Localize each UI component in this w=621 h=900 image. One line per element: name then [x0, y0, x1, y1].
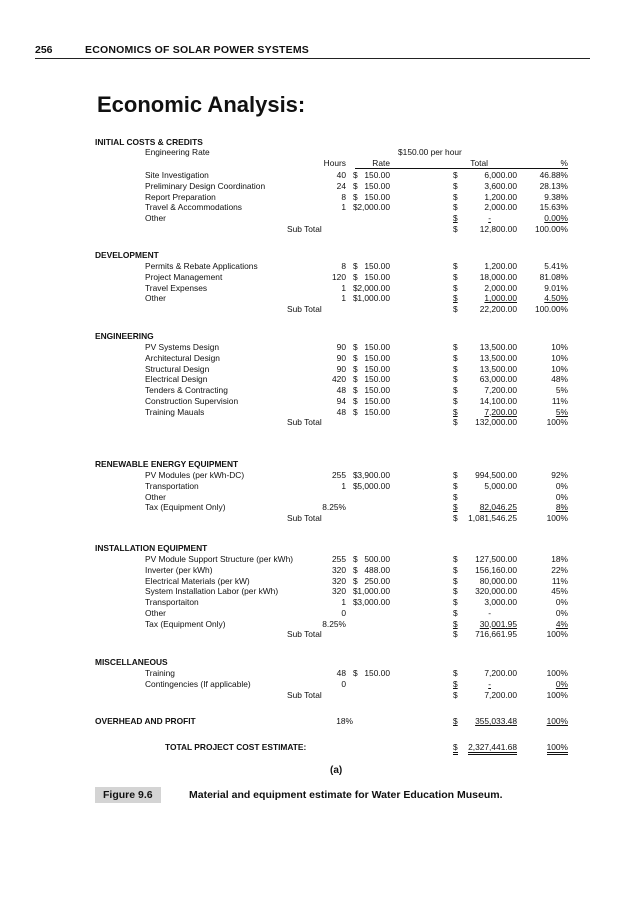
line-item-percent: 81.08%	[539, 271, 568, 282]
line-item-rate: 3,900.00	[357, 470, 390, 480]
line-item-rate: 2,000.00	[357, 282, 390, 293]
line-item-row	[0, 502, 621, 513]
currency-symbol: $	[353, 597, 358, 607]
line-item-hours: 420	[332, 374, 346, 385]
currency-symbol: $	[453, 586, 458, 597]
line-item-percent: 22%	[551, 564, 568, 575]
currency-symbol: $	[453, 716, 458, 726]
line-item-hours: 1	[341, 293, 346, 304]
currency-symbol: $	[453, 618, 458, 629]
currency-symbol: $	[453, 597, 458, 607]
subtotal-total: 716,661.95	[475, 629, 517, 640]
line-item-total: 2,000.00	[484, 202, 517, 213]
subtotal-percent: 100.00%	[534, 223, 568, 234]
column-header-rule	[355, 168, 568, 169]
figure-caption	[95, 787, 595, 805]
currency-symbol: $	[353, 271, 358, 282]
line-item-total: 13,500.00	[479, 342, 517, 352]
currency-symbol: $	[353, 342, 358, 352]
line-item-rate: 250.00	[364, 575, 390, 586]
line-item-percent: 0%	[555, 491, 568, 502]
line-item-label: Other	[145, 491, 166, 502]
subtotal-row	[0, 629, 621, 640]
line-item-total: 994,500.00	[475, 470, 517, 480]
line-item-hours: 24	[336, 180, 346, 191]
subtotal-row	[0, 417, 621, 428]
line-item-rate: 1,000.00	[357, 586, 390, 597]
line-item-hours: 90	[336, 363, 346, 374]
line-item-total: 1,200.00	[484, 191, 517, 202]
column-header-percent: %	[560, 158, 568, 168]
subtotal-label: Sub Total	[287, 689, 322, 700]
line-item-hours: 8	[341, 191, 346, 202]
line-item-row	[0, 554, 621, 565]
line-item-percent: 45%	[551, 586, 568, 597]
line-item-percent: 28.13%	[539, 180, 568, 191]
line-item-row	[0, 353, 621, 364]
line-item-hours: 40	[336, 170, 346, 180]
line-item-total: 156,160.00	[475, 564, 517, 575]
currency-symbol: $	[353, 282, 358, 293]
currency-symbol: $	[453, 742, 458, 755]
section-title: INITIAL COSTS & CREDITS	[95, 137, 203, 147]
line-item-total: 30,001.95	[479, 618, 517, 629]
currency-symbol: $	[453, 223, 458, 234]
currency-symbol: $	[353, 395, 358, 406]
section-heading	[0, 657, 621, 668]
currency-symbol: $	[453, 668, 458, 678]
line-item-row	[0, 283, 621, 294]
currency-symbol: $	[353, 374, 358, 385]
line-item-rate: 150.00	[364, 406, 390, 417]
line-item-hours: 0	[341, 607, 346, 618]
subtotal-total: 22,200.00	[479, 304, 517, 314]
figure-label: Figure 9.6	[95, 787, 161, 803]
currency-symbol: $	[353, 261, 358, 271]
line-item-rate: 150.00	[364, 261, 390, 271]
line-item-label: Training Mauals	[145, 406, 205, 417]
line-item-row	[0, 342, 621, 353]
line-item-total: 3,600.00	[484, 180, 517, 191]
line-item-label: Project Management	[145, 271, 223, 282]
currency-symbol: $	[453, 564, 458, 575]
line-item-percent: 0.00%	[544, 213, 568, 223]
line-item-hours: 120	[332, 271, 346, 282]
currency-symbol: $	[453, 554, 458, 564]
line-item-label: Contingencies (If applicable)	[145, 678, 251, 689]
line-item-row	[0, 586, 621, 597]
currency-symbol: $	[353, 575, 358, 586]
line-item-row	[0, 385, 621, 396]
currency-symbol: $	[453, 374, 458, 385]
line-item-label: Tax (Equipment Only)	[145, 502, 226, 513]
line-item-total: 2,000.00	[484, 282, 517, 293]
line-item-label: PV Modules (per kWh-DC)	[145, 470, 245, 480]
line-item-rate: 150.00	[364, 342, 390, 352]
line-item-rate: 3,000.00	[357, 597, 390, 607]
page-number: 256	[35, 44, 53, 56]
line-item-total: -	[488, 678, 491, 689]
engineering-rate-row	[0, 147, 621, 158]
currency-symbol: $	[453, 261, 458, 271]
currency-symbol: $	[353, 385, 358, 395]
subtotal-row	[0, 513, 621, 524]
line-item-rate: 150.00	[364, 374, 390, 385]
line-item-hours: 1	[341, 202, 346, 213]
line-item-row	[0, 470, 621, 481]
line-item-label: Preliminary Design Coordination	[145, 180, 266, 191]
subtotal-label: Sub Total	[287, 629, 322, 640]
line-item-row	[0, 492, 621, 503]
line-item-rate: 500.00	[364, 554, 390, 564]
line-item-total: 80,000.00	[479, 575, 517, 586]
line-item-hours: 90	[336, 352, 346, 363]
line-item-label: Transportaiton	[145, 597, 199, 607]
line-item-label: Training	[145, 668, 175, 678]
line-item-total: 14,100.00	[479, 395, 517, 406]
line-item-rate: 2,000.00	[357, 202, 390, 213]
currency-symbol: $	[353, 406, 358, 417]
line-item-row	[0, 374, 621, 385]
line-item-total: 7,200.00	[484, 668, 517, 678]
running-title: ECONOMICS OF SOLAR POWER SYSTEMS	[85, 44, 309, 56]
line-item-hours: 94	[336, 395, 346, 406]
line-item-percent: 92%	[551, 470, 568, 480]
subfigure-label: (a)	[330, 765, 343, 776]
line-item-row	[0, 576, 621, 587]
line-item-percent: 18%	[551, 554, 568, 564]
line-item-label: Report Preparation	[145, 191, 216, 202]
line-item-rate: 150.00	[364, 271, 390, 282]
line-item-rate: 150.00	[364, 191, 390, 202]
line-item-total: 6,000.00	[484, 170, 517, 180]
line-item-hours: 320	[332, 586, 346, 597]
currency-symbol: $	[453, 293, 458, 304]
line-item-hours: 48	[336, 406, 346, 417]
line-item-label: PV Systems Design	[145, 342, 220, 352]
line-item-rate: 1,000.00	[357, 293, 390, 304]
currency-symbol: $	[353, 180, 358, 191]
overhead-rate: 18%	[336, 716, 353, 726]
line-item-total: 82,046.25	[479, 502, 517, 513]
line-item-label: Other	[145, 293, 166, 304]
line-item-percent: 11%	[551, 575, 568, 586]
line-item-rate: 150.00	[364, 668, 390, 678]
figure-caption-text: Material and equipment estimate for Water Education Museum.	[189, 789, 503, 801]
line-item-percent: 100%	[546, 668, 568, 678]
subtotal-label: Sub Total	[287, 513, 322, 523]
currency-symbol: $	[453, 629, 458, 640]
section-heading	[0, 250, 621, 261]
currency-symbol: $	[453, 180, 458, 191]
section-title: MISCELLANEOUS	[95, 657, 168, 667]
line-item-label: Inverter (per kWh)	[145, 564, 213, 575]
line-item-label: Tax (Equipment Only)	[145, 618, 226, 629]
line-item-row	[0, 202, 621, 213]
section-title: ENGINEERING	[95, 331, 154, 341]
currency-symbol: $	[453, 271, 458, 282]
section-heading	[0, 331, 621, 342]
overhead-total: 355,033.48	[475, 716, 517, 726]
line-item-row	[0, 192, 621, 203]
page-title: Economic Analysis:	[97, 92, 306, 117]
currency-symbol: $	[453, 502, 458, 513]
line-item-hours: 90	[336, 342, 346, 352]
subtotal-percent: 100.00%	[534, 304, 568, 314]
line-item-hours: 8.25%	[322, 618, 346, 629]
overhead-label: OVERHEAD AND PROFIT	[95, 716, 196, 726]
subtotal-label: Sub Total	[287, 304, 322, 314]
line-item-label: Permits & Rebate Applications	[145, 261, 258, 271]
grand-total-row	[0, 742, 621, 753]
currency-symbol: $	[453, 513, 458, 523]
line-item-row	[0, 181, 621, 192]
line-item-rate: 150.00	[364, 385, 390, 395]
currency-symbol: $	[453, 395, 458, 406]
line-item-rate: 150.00	[364, 352, 390, 363]
line-item-percent: 4%	[555, 618, 568, 629]
currency-symbol: $	[453, 363, 458, 374]
line-item-row	[0, 668, 621, 679]
line-item-row	[0, 565, 621, 576]
line-item-hours: 8.25%	[322, 502, 346, 513]
line-item-rate: 150.00	[364, 180, 390, 191]
line-item-percent: 46.88%	[539, 170, 568, 180]
line-item-hours: 320	[332, 575, 346, 586]
line-item-label: Other	[145, 607, 166, 618]
line-item-hours: 1	[341, 282, 346, 293]
currency-symbol: $	[453, 342, 458, 352]
line-item-percent: 10%	[551, 363, 568, 374]
line-item-total: 127,500.00	[475, 554, 517, 564]
line-item-label: Tenders & Contracting	[145, 385, 228, 395]
column-header-rate: Rate	[372, 158, 390, 168]
line-item-total: 13,500.00	[479, 352, 517, 363]
currency-symbol: $	[453, 575, 458, 586]
line-item-label: Transportation	[145, 480, 199, 491]
line-item-percent: 0%	[555, 678, 568, 689]
currency-symbol: $	[453, 480, 458, 491]
line-item-percent: 9.38%	[544, 191, 568, 202]
line-item-percent: 10%	[551, 342, 568, 352]
section-heading	[0, 459, 621, 470]
line-item-row	[0, 293, 621, 304]
line-item-row	[0, 170, 621, 181]
section-title: DEVELOPMENT	[95, 250, 159, 260]
line-item-row	[0, 679, 621, 690]
currency-symbol: $	[353, 564, 358, 575]
currency-symbol: $	[453, 417, 458, 428]
line-item-percent: 5%	[555, 406, 568, 417]
currency-symbol: $	[453, 352, 458, 363]
line-item-total: 7,200.00	[484, 385, 517, 395]
subtotal-total: 12,800.00	[479, 223, 517, 234]
line-item-percent: 11%	[551, 395, 568, 406]
line-item-row	[0, 213, 621, 224]
line-item-rate: 150.00	[364, 363, 390, 374]
line-item-hours: 1	[341, 597, 346, 607]
currency-symbol: $	[453, 385, 458, 395]
line-item-hours: 48	[336, 668, 346, 678]
line-item-row	[0, 619, 621, 630]
line-item-total: 1,000.00	[484, 293, 517, 304]
currency-symbol: $	[453, 170, 458, 180]
section-title: INSTALLATION EQUIPMENT	[95, 543, 208, 553]
line-item-rate: 488.00	[364, 564, 390, 575]
currency-symbol: $	[453, 213, 458, 223]
line-item-percent: 4.50%	[544, 293, 568, 304]
grand-total-value: 2,327,441.68	[468, 742, 517, 755]
currency-symbol: $	[353, 363, 358, 374]
currency-symbol: $	[353, 293, 358, 304]
overhead-percent: 100%	[546, 716, 568, 726]
grand-total-label: TOTAL PROJECT COST ESTIMATE:	[165, 742, 307, 752]
line-item-row	[0, 272, 621, 283]
line-item-label: Travel Expenses	[145, 282, 208, 293]
currency-symbol: $	[353, 554, 358, 564]
currency-symbol: $	[453, 191, 458, 202]
line-item-label: Other	[145, 213, 166, 223]
currency-symbol: $	[353, 202, 358, 213]
line-item-row	[0, 407, 621, 418]
line-item-label: Electrical Materials (per kW)	[145, 575, 250, 586]
section-heading	[0, 137, 621, 148]
subtotal-row	[0, 224, 621, 235]
line-item-total: 3,000.00	[484, 597, 517, 607]
line-item-rate: 150.00	[364, 395, 390, 406]
line-item-label: Structural Design	[145, 363, 210, 374]
line-item-row	[0, 364, 621, 375]
line-item-label: PV Module Support Structure (per kWh)	[145, 554, 294, 564]
currency-symbol: $	[453, 282, 458, 293]
line-item-percent: 10%	[551, 352, 568, 363]
line-item-hours: 320	[332, 564, 346, 575]
line-item-percent: 8%	[555, 502, 568, 513]
line-item-percent: 5.41%	[544, 261, 568, 271]
line-item-hours: 1	[341, 480, 346, 491]
currency-symbol: $	[353, 668, 358, 678]
currency-symbol: $	[453, 689, 458, 700]
line-item-total: 5,000.00	[484, 480, 517, 491]
line-item-hours: 255	[332, 554, 346, 564]
currency-symbol: $	[353, 170, 358, 180]
line-item-percent: 15.63%	[539, 202, 568, 213]
line-item-percent: 48%	[551, 374, 568, 385]
grand-total-percent: 100%	[547, 742, 568, 755]
currency-symbol: $	[353, 470, 358, 480]
currency-symbol: $	[453, 202, 458, 213]
currency-symbol: $	[353, 191, 358, 202]
currency-symbol: $	[353, 352, 358, 363]
line-item-total: 63,000.00	[479, 374, 517, 385]
line-item-total: 13,500.00	[479, 363, 517, 374]
line-item-row	[0, 396, 621, 407]
currency-symbol: $	[453, 491, 458, 502]
section-heading	[0, 543, 621, 554]
subtotal-percent: 100%	[546, 629, 568, 640]
subtotal-percent: 100%	[546, 689, 568, 700]
currency-symbol: $	[453, 607, 458, 618]
line-item-rate: 5,000.00	[357, 480, 390, 491]
line-item-label: Site Investigation	[145, 170, 209, 180]
line-item-total: -	[488, 607, 491, 618]
currency-symbol: $	[353, 586, 358, 597]
subtotal-row	[0, 304, 621, 315]
line-item-total: 320,000.00	[475, 586, 517, 597]
line-item-total: -	[488, 213, 491, 223]
subtotal-label: Sub Total	[287, 417, 322, 428]
line-item-hours: 255	[332, 470, 346, 480]
line-item-label: System Installation Labor (per kWh)	[145, 586, 279, 597]
currency-symbol: $	[453, 304, 458, 314]
line-item-label: Architectural Design	[145, 352, 220, 363]
line-item-total: 1,200.00	[484, 261, 517, 271]
line-item-label: Electrical Design	[145, 374, 208, 385]
line-item-percent: 0%	[555, 607, 568, 618]
currency-symbol: $	[453, 678, 458, 689]
subtotal-percent: 100%	[546, 417, 568, 428]
line-item-hours: 8	[341, 261, 346, 271]
subtotal-total: 1,081,546.25	[468, 513, 517, 523]
line-item-percent: 5%	[555, 385, 568, 395]
line-item-label: Construction Supervision	[145, 395, 239, 406]
column-header-hours: Hours	[323, 158, 346, 168]
line-item-row	[0, 608, 621, 619]
line-item-percent: 0%	[555, 480, 568, 491]
engineering-rate-label: Engineering Rate	[145, 147, 210, 157]
line-item-row	[0, 261, 621, 272]
engineering-rate-value: $150.00 per hour	[398, 147, 462, 157]
subtotal-percent: 100%	[546, 513, 568, 523]
subtotal-total: 7,200.00	[484, 689, 517, 700]
line-item-total: 18,000.00	[479, 271, 517, 282]
section-title: RENEWABLE ENERGY EQUIPMENT	[95, 459, 239, 469]
line-item-hours: 0	[341, 678, 346, 689]
line-item-row	[0, 597, 621, 608]
overhead-row	[0, 716, 621, 727]
line-item-total: 7,200.00	[484, 406, 517, 417]
currency-symbol: $	[453, 406, 458, 417]
line-item-row	[0, 481, 621, 492]
column-header-total: Total	[470, 158, 488, 168]
currency-symbol: $	[453, 470, 458, 480]
subtotal-total: 132,000.00	[475, 417, 517, 428]
subtotal-row	[0, 690, 621, 701]
subtotal-label: Sub Total	[287, 223, 322, 234]
line-item-label: Travel & Accommodations	[145, 202, 242, 213]
line-item-percent: 9.01%	[544, 282, 568, 293]
line-item-percent: 0%	[555, 597, 568, 607]
currency-symbol: $	[353, 480, 358, 491]
line-item-hours: 48	[336, 385, 346, 395]
line-item-rate: 150.00	[364, 170, 390, 180]
